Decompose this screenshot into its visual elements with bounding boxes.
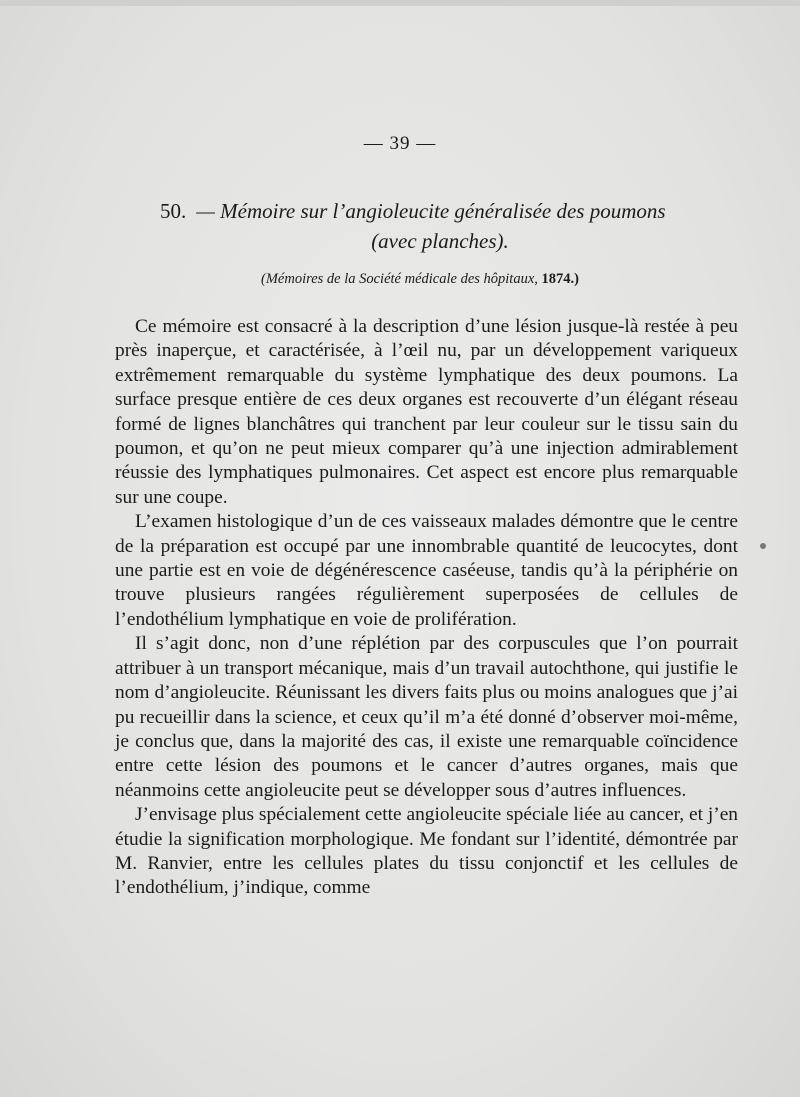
body-text bbox=[115, 315, 738, 901]
source-year: 1874.) bbox=[541, 271, 579, 287]
section-number: 50. bbox=[160, 199, 187, 223]
page-number: — 39 — bbox=[363, 133, 437, 154]
page-top-edge bbox=[0, 0, 800, 6]
section-title: — Mémoire sur l’angioleucite généralisée des poumons bbox=[196, 199, 666, 223]
margin-dot bbox=[760, 543, 766, 549]
section-heading bbox=[160, 196, 720, 256]
source-citation bbox=[120, 271, 720, 288]
source-text: (Mémoires de la Société médicale des hôpitaux, bbox=[261, 271, 538, 287]
paragraph-1: Ce mémoire est consacré à la description d’une lésion jusque-là restée à peu près inaperçue, et caractérisée, à l’œil nu, par un développement variqueux extrêmement remarquable du système lymphatique des deux poumons. La surface presque entière de ces deux organes est recouverte d’un élégant réseau formé de lignes blanchâtres qui tranchent par leur couleur sur le tissu sain du poumon, et qu’on ne peut mieux comparer qu’à une injection admirablement réussie des lymphatiques pulmonaires. Cet aspect est encore plus remarquable sur une coupe. bbox=[115, 316, 738, 508]
paragraph-4: J’envisage plus spécialement cette angioleucite spéciale liée au cancer, et j’en étudie la signification morphologique. Me fondant sur l’identité, démontrée par M. Ranvier, entre les cellules plates du tissu conjonctif et les cellules de l’endothélium, j’indique, comme bbox=[115, 804, 738, 899]
paragraph-2: L’examen histologique d’un de ces vaisseaux malades démontre que le centre de la préparation est occupé par une innombrable quantité de leucocytes, dont une partie est en voie de dégénérescence caséeuse, tandis qu’à la périphérie on trouve plusieurs rangées régulièrement superposées de cellules de l’endothélium lymphatique en voie de prolifération. bbox=[115, 511, 738, 630]
paragraph-3: Il s’agit donc, non d’une réplétion par des corpuscules que l’on pourrait attribuer à un transport mécanique, mais d’un travail autochthone, qui justifie le nom d’angioleucite. Réunissant les divers faits plus ou moins analogues que j’ai pu recueillir dans la science, et ceux qu’il m’a été donné d’observer moi-même, je conclus que, dans la majorité des cas, il existe une remarquable coïncidence entre cette lésion des poumons et le cancer d’autres organes, mais que néanmoins cette angioleucite peut se développer sous d’autres influences. bbox=[115, 633, 738, 801]
section-subtitle: (avec planches). bbox=[371, 229, 509, 253]
